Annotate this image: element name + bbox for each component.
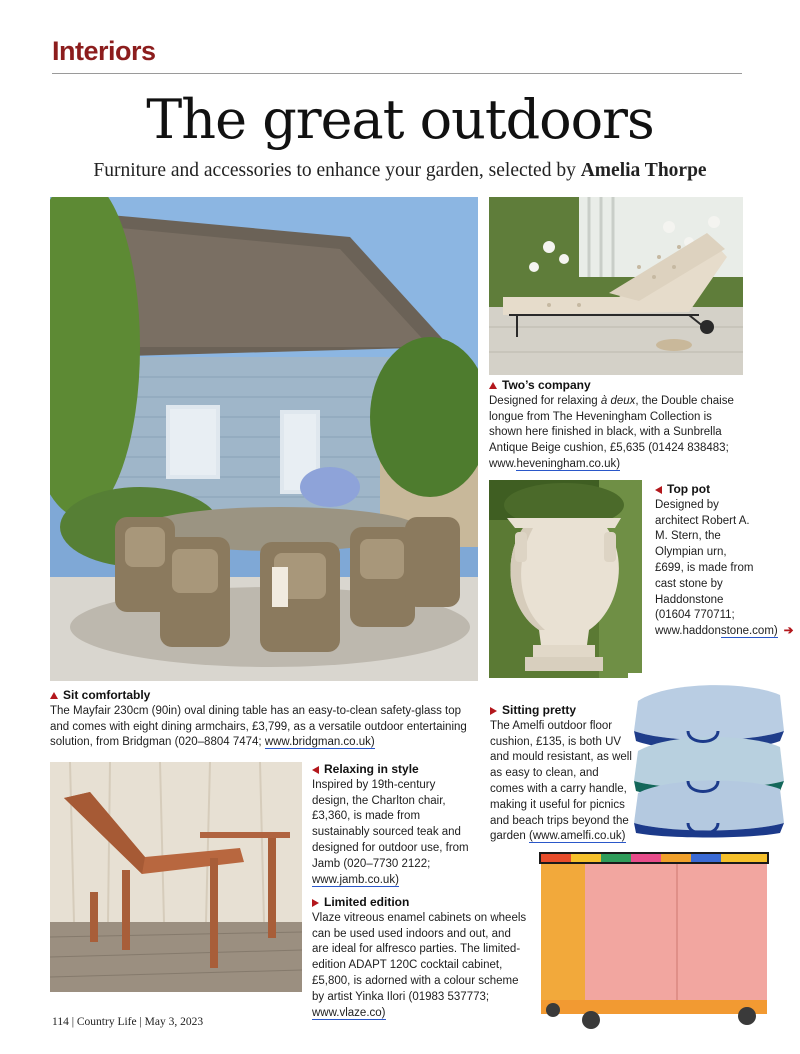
teak-chair-photo — [50, 762, 302, 992]
caption-sit-comfortably — [50, 688, 478, 751]
floor-cushions-photo — [628, 673, 788, 838]
caption-body — [655, 498, 794, 640]
caption-text: Designed for relaxing — [489, 394, 601, 407]
bridgman-link[interactable]: www.bridgman.co.uk) — [264, 736, 375, 749]
urn-photo — [489, 480, 642, 678]
chaise-longue-photo — [489, 197, 743, 375]
dining-set-photo — [50, 197, 478, 681]
caption-text: The Mayfair 230cm (90in) oval dining table has an easy-to-clean safety-glass top and comes with eight dining armchairs, £3,799, as a versatile outdoor entertaining solution, from Bridgman (020–8804 7474; — [50, 704, 467, 749]
caption-sitting-pretty — [490, 703, 632, 845]
caption-title — [312, 895, 530, 911]
cocktail-cabinet-photo — [535, 850, 773, 1036]
caption-text: Vlaze vitreous enamel cabinets on wheels can be used used indoors and out, and are ideal for alfresco parties. The limited-edition ADAPT 120C cocktail cabinet, £5,800, is adorned with a colour scheme by artist Yinka Ilori (01983 537773; — [312, 911, 527, 1003]
caption-text: The Amelfi outdoor floor cushion, £135, is both UV and mould resistant, as well as easy to clean, and comes with a carry handle, making it useful for picnics and beach trips beyond the garden — [490, 719, 632, 843]
vlaze-link[interactable]: www.vlaze.co) — [312, 1006, 386, 1019]
caption-title-text: Top pot — [667, 482, 711, 496]
author-name: Amelia Thorpe — [580, 160, 707, 181]
triangle-up-icon — [489, 382, 497, 389]
page-footer: 114 | Country Life | May 3, 2023 — [52, 1016, 204, 1028]
caption-title-text: Sitting pretty — [502, 703, 576, 717]
jamb-link[interactable]: www.jamb.co.uk) — [312, 873, 399, 886]
caption-relaxing-in-style — [312, 762, 474, 888]
page-subtitle — [0, 160, 800, 182]
subtitle-text: Furniture and accessories to enhance your garden, selected by — [93, 160, 581, 181]
triangle-right-icon — [490, 707, 497, 715]
triangle-up-icon — [50, 692, 58, 699]
caption-body — [312, 778, 474, 889]
caption-title-text: Two’s company — [502, 378, 591, 392]
triangle-left-icon — [312, 766, 319, 774]
caption-text: Inspired by 19th-century design, the Charlton chair, £3,360, is made from sustainably sourced teak and designed for outdoor use, from Jamb (020–7730 2122; — [312, 778, 469, 870]
caption-emphasis: à deux — [600, 394, 636, 407]
caption-title-text: Limited edition — [324, 895, 410, 909]
heveningham-link[interactable]: heveningham.co.uk) — [516, 457, 621, 470]
caption-title — [489, 378, 747, 394]
triangle-left-icon — [655, 486, 662, 494]
caption-text: Designed by architect Robert A. M. Stern, the Olympian urn, £699, is made from cast stone by Haddonstone (01604 770711; www.haddon — [655, 498, 754, 638]
caption-title-text: Relaxing in style — [324, 762, 419, 776]
caption-title — [655, 482, 755, 498]
caption-title-text: Sit comfortably — [63, 688, 151, 702]
caption-body — [490, 719, 632, 845]
haddonstone-link[interactable]: stone.com) — [720, 625, 778, 638]
caption-title — [50, 688, 478, 704]
section-label: Interiors — [52, 36, 156, 66]
triangle-right-icon — [312, 899, 319, 907]
header-rule — [52, 73, 742, 74]
caption-text: , the Double chaise longue from The Heveningham Collection is shown here finished in black, with a Sunbrella Antique Beige cushion, £5,635 (01424 838483; www. — [489, 394, 734, 470]
caption-body — [489, 394, 747, 473]
caption-title — [312, 762, 474, 778]
caption-title — [490, 703, 632, 719]
arrow-right-icon: ➔ — [783, 625, 794, 638]
amelfi-link[interactable]: (www.amelfi.co.uk) — [529, 830, 626, 843]
caption-body — [312, 911, 530, 1022]
caption-limited-edition — [312, 895, 530, 1021]
caption-body — [50, 704, 478, 751]
page-title: The great outdoors — [146, 88, 654, 151]
caption-twos-company — [489, 378, 747, 473]
caption-top-pot — [655, 482, 794, 640]
